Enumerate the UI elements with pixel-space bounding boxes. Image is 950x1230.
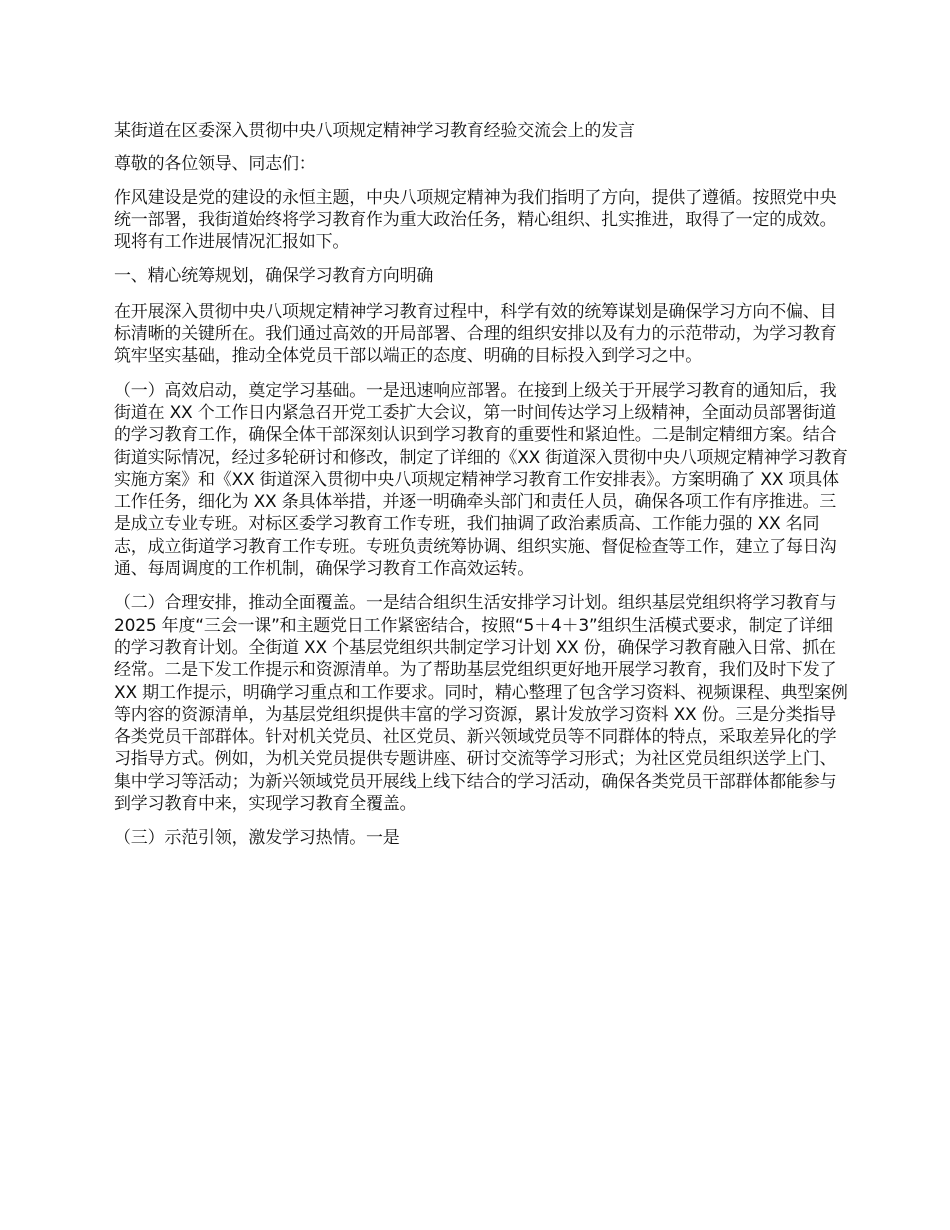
paragraph-subsection-1: （一）高效启动，奠定学习基础。一是迅速响应部署。在接到上级关于开展学习教育的通知后，我街道在 XX 个工作日内紧急召开党工委扩大会议，第一时间传达学习上级精神，全面动员部署街道的学习教育工作，确保全体干部深刻认识到学习教育的重要性和紧迫性。二是制定精细方案。结合街道实际情况，经过多轮研讨和修改，制定了详细的《XX 街道深入贯彻中央八项规定精神学习教育实施方案》和《XX 街道深入贯彻中央八项规定精神学习教育工作安排表》。方案明确了 XX 项具体工作任务，细化为 XX 条具体举措，并逐一明确牵头部门和责任人员，确保各项工作有序推进。三是成立专业专班。对标区委学习教育工作专班，我们抽调了政治素质高、工作能力强的 XX 名同志，成立街道学习教育工作专班。专班负责统筹协调、组织实施、督促检查等工作，建立了每日沟通、每周调度的工作机制，确保学习教育工作高效运转。: [114, 380, 848, 580]
paragraph-subsection-3: （三）示范引领，激发学习热情。一是: [114, 828, 400, 849]
salutation: 尊敬的各位领导、同志们：: [114, 154, 316, 175]
paragraph-intro: 作风建设是党的建设的永恒主题，中央八项规定精神为我们指明了方向，提供了遵循。按照党中央统一部署，我街道始终将学习教育作为重大政治任务，精心组织、扎实推进，取得了一定的成效。现将有工作进展情况汇报如下。: [114, 187, 837, 253]
section-heading-1: 一、精心统筹规划，确保学习教育方向明确: [114, 266, 434, 287]
document-page: [114, 120, 848, 862]
document-title: 某街道在区委深入贯彻中央八项规定精神学习教育经验交流会上的发言: [114, 121, 635, 141]
paragraph-subsection-2: （二）合理安排，推动全面覆盖。一是结合组织生活安排学习计划。组织基层党组织将学习教育与 2025 年度“三会一课”和主题党日工作紧密结合，按照“5＋4＋3”组织生活模式要求，制定了详细的学习教育计划。全街道 XX 个基层党组织共制定学习计划 XX 份，确保学习教育融入日常、抓在经常。二是下发工作提示和资源清单。为了帮助基层党组织更好地开展学习教育，我们及时下发了 XX 期工作提示，明确学习重点和工作要求。同时，精心整理了包含学习资料、视频课程、典型案例等内容的资源清单，为基层党组织提供丰富的学习资源，累计发放学习资料 XX 份。三是分类指导各类党员干部群体。针对机关党员、社区党员、新兴领域党员等不同群体的特点，采取差异化的学习指导方式。例如，为机关党员提供专题讲座、研讨交流等学习形式；为社区党员组织送学上门、集中学习等活动；为新兴领域党员开展线上线下结合的学习活动，确保各类党员干部群体都能参与到学习教育中来，实现学习教育全覆盖。: [114, 593, 848, 815]
paragraph-section-1-intro: 在开展深入贯彻中央八项规定精神学习教育过程中，科学有效的统筹谋划是确保学习方向不偏、目标清晰的关键所在。我们通过高效的开局部署、合理的组织安排以及有力的示范带动，为学习教育筑牢坚实基础，推动全体党员干部以端正的态度、明确的目标投入到学习之中。: [114, 301, 837, 367]
